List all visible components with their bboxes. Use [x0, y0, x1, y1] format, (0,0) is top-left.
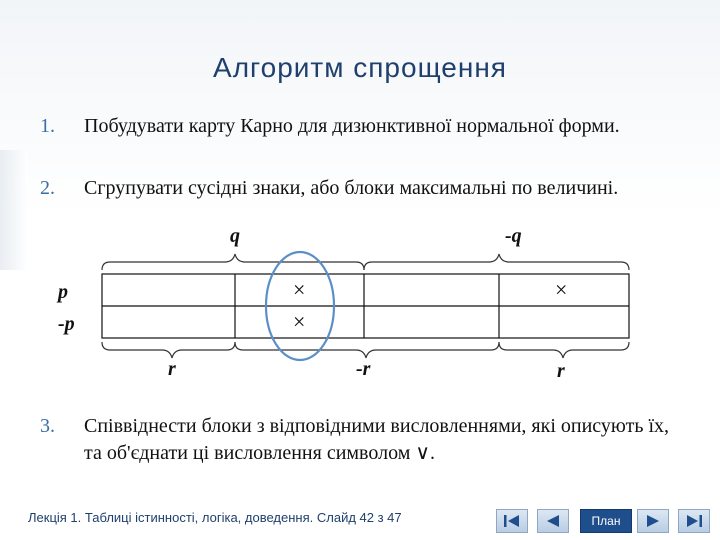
- next-slide-icon: [644, 514, 662, 528]
- karnaugh-grid: [102, 274, 629, 338]
- step-3-text: Співвіднести блоки з відповідними висловленнями, які описують їх, та об'єднати ці висловлення символом ∨.: [84, 415, 670, 464]
- step-2-number: 2.: [40, 177, 55, 199]
- last-slide-icon: [685, 514, 703, 528]
- label-not-q: -q: [505, 225, 522, 247]
- brace-not-r: [235, 342, 499, 358]
- label-q: q: [230, 225, 240, 247]
- prev-slide-button[interactable]: [537, 509, 569, 533]
- brace-r-left: [102, 342, 235, 358]
- step-1-text: Побудувати карту Карно для дизюнктивної нормальної форми.: [84, 115, 620, 137]
- step-1-number: 1.: [40, 115, 55, 137]
- plan-button[interactable]: План: [580, 509, 632, 533]
- first-slide-button[interactable]: [496, 509, 528, 533]
- next-slide-button[interactable]: [637, 509, 669, 533]
- brace-not-q: [364, 254, 629, 270]
- label-r-right: r: [557, 360, 565, 382]
- label-p: p: [58, 281, 68, 303]
- step-2-text: Сгрупувати сусідні знаки, або блоки максимальні по величині.: [84, 177, 619, 199]
- mark-notp-q-r: ×: [293, 309, 306, 334]
- brace-r-right: [499, 342, 629, 358]
- first-slide-icon: [503, 514, 521, 528]
- last-slide-button[interactable]: [678, 509, 710, 533]
- label-r-left: r: [168, 358, 176, 380]
- mark-p-notq-r: ×: [555, 277, 568, 302]
- mark-p-q-r: ×: [293, 277, 306, 302]
- label-not-r: -r: [356, 358, 371, 380]
- prev-slide-icon: [544, 514, 562, 528]
- step-3-number: 3.: [40, 415, 55, 437]
- footer-caption: Лекція 1. Таблиці істинності, логіка, доведення. Слайд 42 з 47: [28, 510, 402, 525]
- label-not-p: -p: [58, 313, 75, 335]
- slide-title: Алгоритм спрощення: [213, 52, 507, 83]
